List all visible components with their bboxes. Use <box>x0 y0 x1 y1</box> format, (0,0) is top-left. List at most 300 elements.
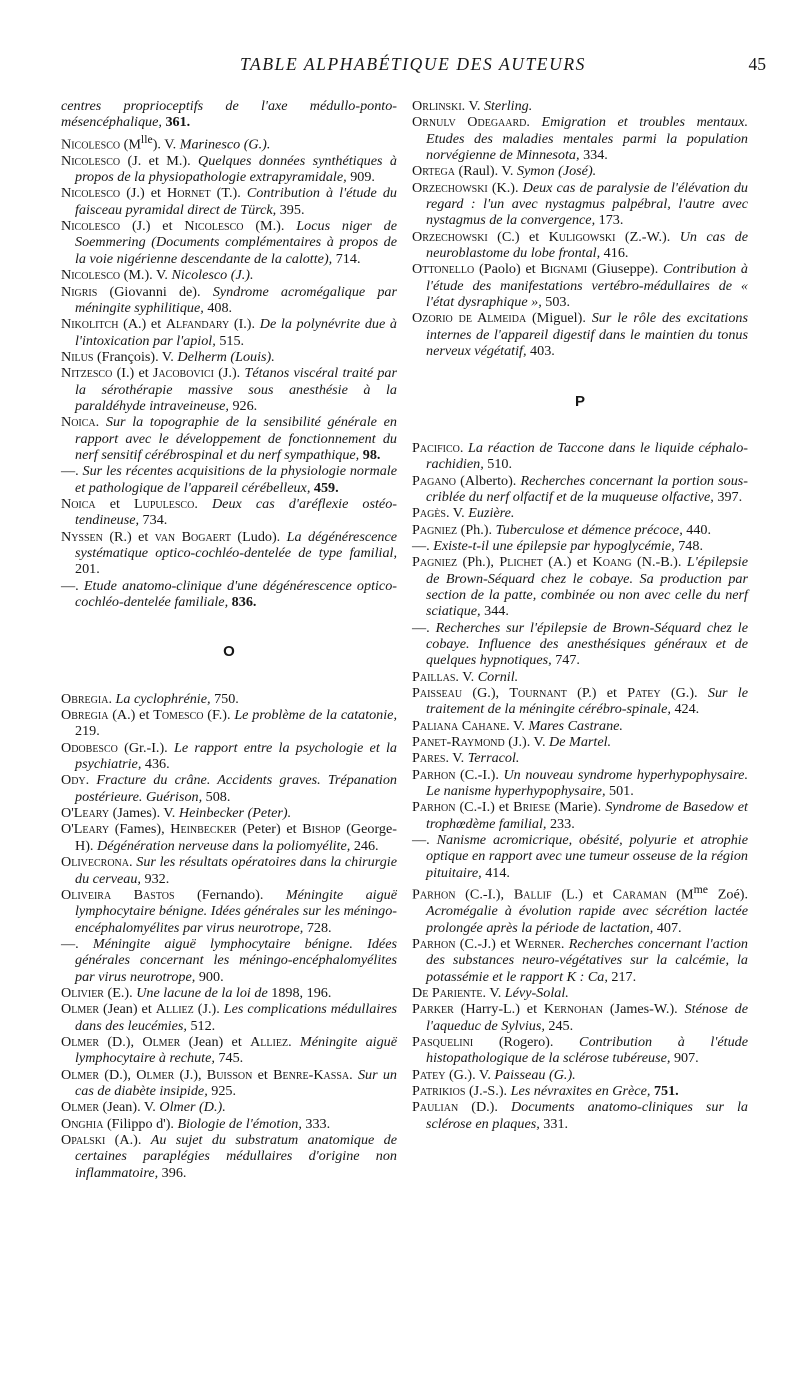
index-entry <box>412 163 748 179</box>
author-name: Panet-Raymond <box>412 734 505 751</box>
entry-text: . <box>85 772 97 789</box>
entry-title: Etude anatomo-clinique d'une dégénérescence optico-cochléo-dentelée familiale, <box>75 577 397 611</box>
entry-title: Heinbecker (Peter). <box>178 805 292 822</box>
author-name: Pagano <box>412 472 456 489</box>
section-letter-heading: O <box>223 643 235 661</box>
index-entry <box>61 691 397 707</box>
author-name: Werner <box>514 935 561 952</box>
entry-text: 932. <box>140 870 170 887</box>
index-entry <box>61 365 397 414</box>
entry-text: (George-H). <box>75 821 397 854</box>
author-name: Bishop <box>302 821 341 838</box>
author-name: Parhon <box>412 799 456 816</box>
entry-text: (Fames), <box>109 821 171 838</box>
entry-title: Recherches concernant l'action des substances neuro-végétatives sur la calcémie, la potassémie et le rapport K : Ca, <box>426 935 748 985</box>
entry-text: 344. <box>480 603 509 620</box>
superscript: lle <box>140 131 153 146</box>
index-entry <box>412 261 748 310</box>
entry-text: (M.). V. <box>120 267 172 284</box>
superscript: me <box>693 882 708 897</box>
entry-title: Contribution à l'étude des manifestations vertébro-médullaires de « l'état dysraphique », <box>426 261 748 311</box>
author-name: Olmer <box>61 1001 99 1018</box>
entry-text: (Ph.). <box>457 521 496 538</box>
entry-text: 750. <box>210 690 239 707</box>
entry-text: 396. <box>158 1164 187 1181</box>
entry-title: Paisseau (G.). <box>494 1066 576 1083</box>
index-entry <box>61 821 397 854</box>
entry-text: . <box>349 1066 358 1083</box>
entry-title: Fracture du crâne. Accidents graves. Trépanation postérieure. Guérison, <box>75 772 397 805</box>
entry-text: 907. <box>670 1050 699 1067</box>
author-name: Buisson <box>206 1066 253 1083</box>
index-entry <box>412 538 748 554</box>
author-name: Paliana Cahane <box>412 717 507 734</box>
entry-title: Syndrome acromégalique par méningite syphilitique, <box>75 283 397 316</box>
entry-text: . V. <box>445 750 468 767</box>
index-entry <box>412 1067 748 1083</box>
entry-text: (N.-B.). <box>631 554 687 571</box>
index-entry <box>412 310 748 359</box>
author-name: Patrikios <box>412 1082 466 1099</box>
author-name: Nicolesco <box>61 218 121 235</box>
entry-text: . <box>459 439 469 456</box>
author-name: Orzechowski <box>412 179 488 196</box>
entry-text: (D.), <box>99 1066 137 1083</box>
entry-title: Sur un cas de diabète insipide, <box>75 1066 397 1099</box>
index-entry-continuation <box>61 98 397 131</box>
entry-text: 408. <box>203 299 233 316</box>
entry-text: (Fernando). <box>174 886 286 903</box>
index-entry <box>412 936 748 985</box>
author-name: Heinbecker <box>170 821 237 838</box>
entry-text: 245. <box>544 1017 574 1034</box>
entry-text: 728. <box>303 919 332 936</box>
author-name: Pacifico <box>412 439 460 456</box>
index-entry <box>61 985 397 1001</box>
author-name: Nicolesco <box>184 218 244 235</box>
author-name: Tournant <box>509 685 567 701</box>
author-name: Orzechowski <box>412 228 488 245</box>
entry-text: (A.) et <box>118 316 166 333</box>
entry-text: (C.-I.), <box>455 886 514 903</box>
entry-title: Sur le traitement de la méningite cérébro-spinale, <box>426 685 749 718</box>
entry-text: 219. <box>75 723 100 740</box>
page-reference-bold: 361. <box>165 114 191 131</box>
author-name: Koang <box>592 554 632 571</box>
entry-text: (R.) et <box>102 528 155 545</box>
author-name: Parker <box>412 1001 454 1018</box>
author-name: Patey <box>412 1066 446 1083</box>
author-name: Nicolesco <box>61 267 121 284</box>
index-entry <box>412 718 748 734</box>
entry-text: 512. <box>186 1017 216 1034</box>
entry-text: (James-W.). <box>603 1001 685 1018</box>
index-entry <box>412 98 748 114</box>
entry-text: (I.). <box>229 316 260 333</box>
entry-text: (Rogero). <box>473 1033 580 1050</box>
author-name: Bignami <box>540 261 588 278</box>
author-name: Jacobovici <box>152 365 214 382</box>
author-name: Pares <box>412 750 446 767</box>
entry-title: Sténose de l'aqueduc de Sylvius, <box>426 1001 749 1034</box>
index-entry <box>412 1099 748 1132</box>
author-name: Caraman <box>612 886 667 903</box>
index-entry <box>412 505 748 521</box>
entry-title: Un cas de neuroblastome du lobe frontal, <box>426 228 748 262</box>
entry-text: (J.), <box>174 1066 207 1083</box>
entry-title: Deux cas de paralysie de l'élévation du regard : l'un avec nystagmus palpébral, l'autre avec nystagmus de la convergence, <box>426 179 748 229</box>
entry-text: 333. <box>301 1115 331 1132</box>
entry-text: (Paolo) et <box>474 261 541 278</box>
entry-text: (C.) et <box>487 228 549 245</box>
index-entry <box>412 522 748 538</box>
author-name: Noica <box>61 495 96 512</box>
entry-text: 424. <box>670 701 700 718</box>
index-entry <box>412 669 748 685</box>
author-name: Patey <box>627 685 661 701</box>
index-entry <box>412 1083 748 1099</box>
entry-title: Biologie de l'émotion, <box>177 1115 302 1132</box>
entry-text: (J.). <box>193 1001 224 1018</box>
entry-title: Recherches sur l'épilepsie de Brown-Séquard chez le cobaye. Influence des anesthésiques généraux et de quelques hypnotiques, <box>426 619 748 669</box>
page-number: 45 <box>748 54 766 74</box>
entry-title: La réaction de Taccone dans le liquide céphalo-rachidien, <box>426 439 748 473</box>
entry-title: Syndrome de Basedow et trophœdème familial, <box>426 799 748 832</box>
author-name: Olmer <box>61 1066 99 1083</box>
index-entry <box>61 349 397 365</box>
author-name: Nikolitch <box>61 316 119 333</box>
author-name: Ortega <box>412 163 455 180</box>
entry-text: 440. <box>682 521 712 538</box>
entry-text: . <box>288 1033 300 1050</box>
entry-text: (A.) et <box>542 554 593 571</box>
entry-title: Symon (José). <box>516 163 597 180</box>
entry-text: 714. <box>332 250 361 267</box>
entry-text: ). V. <box>152 136 180 153</box>
entry-title: Méningite aiguë lymphocytaire bénigne. Idées générales concernant les méningo-encéphalomyélites par virus neurotrope, <box>75 935 397 985</box>
author-name: Olmer <box>61 1033 99 1050</box>
entry-text: . V. <box>461 98 484 114</box>
section-letter-heading: P <box>574 392 585 410</box>
entry-text: (Giovanni de). <box>97 283 213 300</box>
entry-text: 395. <box>276 201 305 218</box>
entry-text: 1898, 196. <box>267 984 332 1001</box>
entry-text: 748. <box>674 537 703 554</box>
entry-title: Lévy-Solal. <box>504 984 569 1001</box>
entry-text: (D.). <box>458 1099 511 1116</box>
entry-title: Mares Castrane. <box>528 717 623 734</box>
entry-text: et <box>252 1066 274 1083</box>
index-entry <box>412 881 748 936</box>
entry-text: (James). V. <box>109 805 179 822</box>
entry-title: Dégénération nerveuse dans la poliomyélite, <box>97 837 351 854</box>
index-entry <box>412 554 748 619</box>
entry-text: (F.). <box>203 707 235 724</box>
entry-title: Deux cas d'aréflexie ostéo-tendineuse, <box>75 495 397 529</box>
entry-text: et <box>95 495 135 512</box>
author-name: Nicolesco <box>61 185 121 202</box>
index-entry <box>412 440 748 473</box>
entry-text: 331. <box>539 1115 569 1132</box>
author-name: Obregia <box>61 690 109 707</box>
author-name: Odobesco <box>61 739 118 756</box>
author-name: van Bogaert <box>154 528 231 545</box>
entry-title: Méningite aiguë lymphocytaire à rechute, <box>75 1033 397 1067</box>
index-entry <box>412 114 748 163</box>
entry-text: (Alberto). <box>455 472 521 489</box>
author-name: Lupulesco <box>134 495 195 512</box>
entry-title: Locus niger de Soemmering (Documents complémentaires à propos de la voie nigérienne descendante de la calotte), <box>75 218 397 267</box>
entry-title: Emigration et troubles mentaux. Etudes des maladies mentales parmi la population norvégienne de Minnesota, <box>426 114 749 164</box>
entry-text: (A.). <box>105 1132 151 1148</box>
entry-title: Les névraxites en Grèce, <box>510 1082 651 1099</box>
entry-text: 747. <box>551 652 580 669</box>
index-entry <box>412 799 748 832</box>
entry-title: Tuberculose et démence précoce, <box>495 521 683 538</box>
entry-title: Recherches concernant la portion sous-criblée du nerf olfactif et de la muqueuse olfactive, <box>426 472 749 505</box>
author-name: Parhon <box>412 886 456 903</box>
author-name: Benre-Kassa <box>273 1066 350 1083</box>
entry-title: Cornil. <box>477 668 519 685</box>
author-name: Nicolesco <box>61 152 121 169</box>
entry-title: Contribution à l'étude du faisceau pyramidal direct de Türck, <box>75 185 397 218</box>
index-entry <box>412 473 748 506</box>
index-entry <box>412 685 748 718</box>
index-entry <box>61 1099 397 1115</box>
entry-text: 501. <box>605 783 634 800</box>
entry-text: 734. <box>139 512 168 529</box>
index-entry <box>61 707 397 740</box>
index-entry <box>61 414 397 463</box>
entry-text: (G.), <box>462 685 510 701</box>
author-name: Orlinski <box>412 98 462 114</box>
entry-text: . V. <box>482 984 505 1001</box>
entry-text: . <box>108 690 116 707</box>
author-name: Paillas <box>412 668 456 685</box>
author-name: Opalski <box>61 1132 106 1148</box>
entry-text: (M <box>666 886 694 903</box>
index-entry <box>61 805 397 821</box>
index-entry <box>61 887 397 936</box>
author-name: Paisseau <box>412 685 463 701</box>
entry-title: Nanisme acromicrique, obésité, polyurie et atrophie optique en rapport avec une tumeur osseuse de la région pituitaire, <box>426 832 748 881</box>
entry-text: (François). V. <box>93 348 178 365</box>
entry-title: centres proprioceptifs de l'axe médullo-ponto-mésencéphalique, <box>61 98 397 131</box>
entry-title: Olmer (D.). <box>159 1099 226 1116</box>
entry-text: (C.-J.) et <box>455 935 515 952</box>
index-entry <box>412 734 748 750</box>
entry-text: 403. <box>526 343 555 360</box>
author-name: Olmer <box>61 1099 99 1116</box>
entry-text: 201. <box>75 561 100 578</box>
entry-text: . V. <box>506 717 529 734</box>
entry-text: (J.-S.). <box>465 1082 511 1099</box>
entry-text: (J.) et <box>120 185 168 202</box>
left-column <box>61 98 397 1181</box>
entry-text: (Jean). V. <box>99 1099 160 1116</box>
author-name: Parhon <box>412 766 456 783</box>
entry-text: (A.) et <box>108 707 154 724</box>
index-entry <box>61 529 397 578</box>
entry-text: . <box>560 935 569 952</box>
entry-text: 909. <box>346 169 375 186</box>
page-reference-bold: 459. <box>313 479 339 496</box>
entry-text: 246. <box>350 837 379 854</box>
author-name: Parhon <box>412 935 456 952</box>
entry-text: 334. <box>579 147 608 164</box>
author-name: Nyssen <box>61 528 103 545</box>
entry-title: La dégénérescence systématique optico-cochléo-dentelée de type familial, <box>75 528 397 561</box>
author-name: Alliez <box>155 1001 194 1018</box>
index-entry <box>61 218 397 267</box>
entry-text: (M.). <box>243 218 297 235</box>
entry-text: (Z.-W.). <box>615 228 680 245</box>
author-name: Ballif <box>513 886 552 903</box>
entry-text: (C.-I.). <box>455 766 504 783</box>
index-entry <box>61 463 397 496</box>
index-entry <box>61 1067 397 1100</box>
entry-text: —. <box>412 537 434 554</box>
entry-text: (J. et M.). <box>120 152 199 169</box>
index-entry <box>412 750 748 766</box>
entry-text: 508. <box>202 788 231 805</box>
entry-title: Delherm (Louis). <box>177 348 275 365</box>
index-entry <box>61 316 397 349</box>
author-name: Briese <box>513 799 551 816</box>
entry-title: De Martel. <box>549 734 612 751</box>
entry-text: . <box>194 495 212 512</box>
entry-text: (K.). <box>487 179 523 196</box>
author-name: Onghia <box>61 1115 104 1132</box>
entry-text: (Gr.-I.). <box>117 739 174 756</box>
entry-title: Méningite aiguë lymphocytaire bénigne. Idées générales sur les méningo-encéphalomyélites par virus neurotrope, <box>75 886 398 936</box>
entry-title: Sterling. <box>483 98 533 114</box>
entry-text: 217. <box>607 968 637 985</box>
entry-text: 926. <box>228 397 258 414</box>
entry-text: (D.), <box>99 1033 143 1050</box>
entry-text: . <box>129 854 137 871</box>
index-entry <box>412 229 748 262</box>
entry-title: La cyclophrénie, <box>115 690 211 707</box>
author-name: Ottonello <box>412 261 475 278</box>
author-name: Ozorio de Almeida <box>412 310 527 327</box>
index-entry <box>61 284 397 317</box>
index-entry <box>412 1034 748 1067</box>
entry-text: (J.). V. <box>504 734 550 751</box>
running-title: TABLE ALPHABÉTIQUE DES AUTEURS <box>240 54 586 74</box>
author-name: Paulian <box>412 1099 459 1116</box>
entry-text: 233. <box>546 815 575 832</box>
entry-text: . V. <box>445 505 469 522</box>
index-entry <box>412 985 748 1001</box>
author-name: Olivecrona <box>61 854 129 871</box>
entry-title: Les complications médullaires dans des leucémies, <box>75 1001 398 1034</box>
author-name: Nilus <box>61 348 94 365</box>
entry-text: —. <box>61 935 93 952</box>
entry-title: Contribution à l'étude histopathologique de la sclérose tubéreuse, <box>426 1033 748 1067</box>
entry-text: (Ph.), <box>457 554 500 571</box>
entry-text: 414. <box>481 864 510 881</box>
entry-text: (C.-I.) et <box>455 799 514 816</box>
entry-text: (G.). V. <box>445 1066 495 1083</box>
entry-text: (Marie). <box>550 799 606 816</box>
index-entry <box>61 131 397 153</box>
author-name: Nigris <box>61 283 98 300</box>
index-entry <box>61 854 397 887</box>
page-header <box>60 54 766 84</box>
entry-text: 510. <box>483 456 513 473</box>
author-name: Olmer <box>136 1066 175 1083</box>
author-name: Obregia <box>61 707 109 724</box>
entry-text: 397. <box>713 488 743 505</box>
index-entry <box>61 936 397 985</box>
entry-text: (Jean) et <box>99 1001 156 1018</box>
entry-title: Nicolesco (J.). <box>171 267 254 284</box>
entry-title: Sur le rôle des excitations internes de l'appareil digestif dans le maintien du tonus nerveux végétatif, <box>426 310 748 360</box>
entry-text: —. <box>412 619 436 636</box>
index-entry <box>61 267 397 283</box>
entry-text: 745. <box>214 1050 244 1067</box>
entry-title: Sur les récentes acquisitions de la physiologie normale et pathologique de l'appareil cérébelleux, <box>75 463 397 496</box>
index-entry <box>412 832 748 881</box>
author-name: Hornet <box>167 185 211 202</box>
entry-text: (Harry-L.) et <box>453 1001 544 1018</box>
entry-title: Une lacune de la loi de <box>136 984 268 1001</box>
entry-title: Un nouveau syndrome hyperhypophysaire. Le nanisme hyperhypophysaire, <box>426 766 748 800</box>
index-entry <box>61 578 397 611</box>
index-entry <box>61 1034 397 1067</box>
entry-title: Le rapport entre la psychologie et la psychiatrie, <box>75 739 398 773</box>
entry-text: (T.). <box>210 185 247 202</box>
entry-text: 436. <box>141 756 170 773</box>
author-name: Olmer <box>142 1033 181 1050</box>
author-name: De Pariente <box>412 984 483 1001</box>
entry-text: (J.) et <box>120 218 185 235</box>
author-name: Kuligowski <box>548 228 616 245</box>
entry-text: (J.). <box>213 365 245 382</box>
entry-text: (Jean) et <box>180 1033 251 1050</box>
index-entry <box>61 772 397 805</box>
author-name: Pagniez <box>412 521 458 538</box>
author-name: Nicolesco (M <box>61 136 141 153</box>
entry-title: Terracol. <box>467 750 520 767</box>
page-reference-bold: 98. <box>362 446 381 463</box>
author-name: O'Leary <box>61 805 110 822</box>
entry-text: (Giuseppe). <box>587 261 664 278</box>
index-entry <box>61 185 397 218</box>
index-entry <box>61 1001 397 1034</box>
entry-title: Sur les résultats opératoires dans la chirurgie du cerveau, <box>75 854 398 887</box>
page-reference-bold: 751. <box>653 1082 679 1099</box>
entry-title: Tétanos viscéral traité par la sérothérapie massive sous anesthésie à la paraldéhyde intraveineuse, <box>75 365 397 414</box>
entry-text: . V. <box>455 668 478 685</box>
index-entry <box>61 153 397 186</box>
entry-text: 416. <box>600 245 629 262</box>
author-name: Oliveira Bastos <box>61 886 175 903</box>
author-name: Plichet <box>499 554 543 571</box>
entry-text: (P.) et <box>566 685 628 701</box>
entry-text: . <box>95 414 106 431</box>
index-entry <box>412 767 748 800</box>
index-entry <box>61 740 397 773</box>
author-name: Alfandary <box>165 316 230 333</box>
entry-text: (Miguel). <box>526 310 592 327</box>
entry-text: —. <box>61 577 84 594</box>
right-column <box>412 98 748 1132</box>
entry-text: 503. <box>541 294 571 311</box>
entry-text: —. <box>412 832 437 849</box>
entry-title: Quelques données synthétiques à propos de la physiopathologie extrapyramidale, <box>75 152 397 186</box>
